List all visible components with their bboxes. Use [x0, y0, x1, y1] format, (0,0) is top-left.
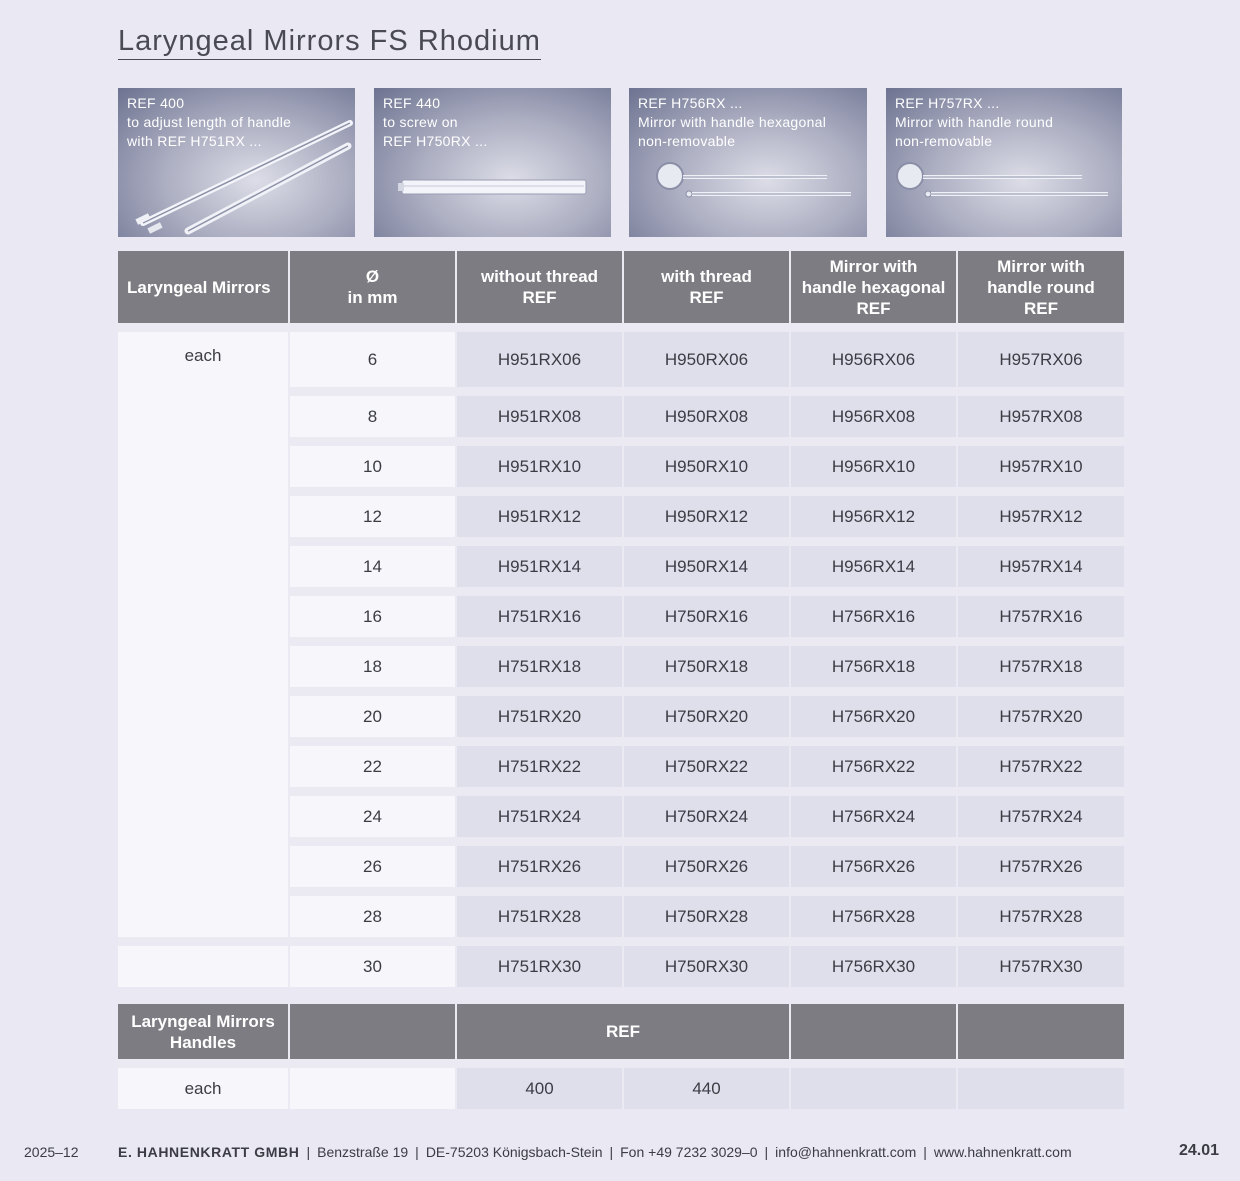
header-ref: REF [456, 1004, 790, 1059]
ref-cell: H757RX20 [957, 696, 1124, 737]
ref-cell: H751RX18 [456, 646, 623, 687]
photo-caption-line: REF H757RX ... [895, 95, 1000, 111]
table-row [118, 946, 1124, 987]
diameter-cell: 16 [289, 596, 456, 637]
ref-cell: H751RX16 [456, 596, 623, 637]
table-row [118, 332, 1124, 387]
footer-contact: E. HAHNENKRATT GMBH | Benzstraße 19 | DE-75203 Königsbach-Stein | Fon +49 7232 3029–0 | info@hahnenkratt.com | www.hahnenkratt.com [118, 1144, 1072, 1160]
ref-cell: H950RX08 [623, 396, 790, 437]
header-without-thread: without thread REF [456, 251, 623, 323]
page-number: 24.01 [1179, 1142, 1220, 1159]
product-photo-h757rx [886, 88, 1122, 237]
ref-cell: H757RX22 [957, 746, 1124, 787]
ref-cell: H751RX30 [456, 946, 623, 987]
empty-cell [118, 496, 289, 537]
table-row [118, 546, 1124, 587]
ref-cell: H951RX06 [456, 332, 623, 387]
table-row [118, 446, 1124, 487]
header-with-thread: with thread REF [623, 251, 790, 323]
row-spacer [118, 387, 1124, 396]
row-spacer [118, 937, 1124, 946]
table-row [118, 696, 1124, 737]
ref-cell: H950RX10 [623, 446, 790, 487]
ref-cell: H957RX06 [957, 332, 1124, 387]
empty-cell [957, 1068, 1124, 1109]
ref-cell: H956RX06 [790, 332, 957, 387]
diameter-cell: 20 [289, 696, 456, 737]
handles-table [118, 1004, 1124, 1109]
photo-caption-line: Mirror with handle round [895, 114, 1054, 130]
ref-cell: H757RX16 [957, 596, 1124, 637]
handles-header-row [118, 1004, 1124, 1059]
ref-cell: H757RX28 [957, 896, 1124, 937]
ref-cell: H757RX24 [957, 796, 1124, 837]
empty-cell [118, 446, 289, 487]
table-row [118, 1068, 1124, 1109]
ref-cell: H956RX10 [790, 446, 957, 487]
header-handles-label: Laryngeal Mirrors Handles [118, 1004, 289, 1059]
table-body [118, 332, 1124, 987]
ref-cell: H951RX08 [456, 396, 623, 437]
ref-cell: H757RX26 [957, 846, 1124, 887]
photo-caption-line: REF 400 [127, 95, 185, 111]
ref-cell: 440 [623, 1068, 790, 1109]
photo-caption-line: to adjust length of handle [127, 114, 292, 130]
header-empty [790, 1004, 957, 1059]
footer-company: E. HAHNENKRATT GMBH [118, 1144, 300, 1160]
footer-date: 2025–12 [24, 1144, 79, 1160]
ref-cell: H750RX30 [623, 946, 790, 987]
table-row [118, 796, 1124, 837]
empty-cell [289, 1068, 456, 1109]
empty-cell [790, 1068, 957, 1109]
diameter-cell: 18 [289, 646, 456, 687]
table-row [118, 646, 1124, 687]
header-mirror-hexagonal: Mirror with handle hexagonal REF [790, 251, 957, 323]
photo-caption-line: with REF H751RX ... [127, 133, 262, 149]
ref-cell: H957RX10 [957, 446, 1124, 487]
empty-cell [118, 946, 289, 987]
ref-cell: H750RX26 [623, 846, 790, 887]
table-row [118, 596, 1124, 637]
ref-cell: H956RX12 [790, 496, 957, 537]
row-spacer [118, 887, 1124, 896]
header-mirror-round: Mirror with handle round REF [957, 251, 1124, 323]
empty-cell [118, 896, 289, 937]
ref-cell: H957RX08 [957, 396, 1124, 437]
row-spacer [118, 787, 1124, 796]
ref-cell: H957RX12 [957, 496, 1124, 537]
header-spacer [118, 323, 1124, 332]
ref-cell: H951RX10 [456, 446, 623, 487]
product-photo-ref-400 [118, 88, 355, 237]
empty-cell [118, 396, 289, 437]
product-photo-ref-440 [374, 88, 611, 237]
row-spacer [118, 587, 1124, 596]
ref-cell: H756RX28 [790, 896, 957, 937]
ref-cell: H750RX20 [623, 696, 790, 737]
empty-cell [118, 846, 289, 887]
ref-cell: H950RX06 [623, 332, 790, 387]
table-row [118, 746, 1124, 787]
ref-cell: H751RX20 [456, 696, 623, 737]
ref-cell: H750RX28 [623, 896, 790, 937]
row-spacer [118, 737, 1124, 746]
diameter-cell: 12 [289, 496, 456, 537]
diameter-cell: 10 [289, 446, 456, 487]
footer-city: DE-75203 Königsbach-Stein [425, 1144, 603, 1160]
diameter-cell: 28 [289, 896, 456, 937]
ref-cell: H756RX20 [790, 696, 957, 737]
diameter-cell: 24 [289, 796, 456, 837]
ref-cell: H751RX28 [456, 896, 623, 937]
ref-cell: H750RX18 [623, 646, 790, 687]
photo-caption-line: to screw on [383, 114, 458, 130]
photo-caption-line: non-removable [895, 133, 993, 149]
ref-cell: H751RX24 [456, 796, 623, 837]
ref-cell: H757RX30 [957, 946, 1124, 987]
empty-cell [118, 696, 289, 737]
row-spacer [118, 637, 1124, 646]
empty-cell [118, 746, 289, 787]
row-spacer [118, 437, 1124, 446]
row-spacer [118, 487, 1124, 496]
photo-caption-line: REF H756RX ... [638, 95, 743, 111]
empty-cell [118, 646, 289, 687]
ref-cell: 400 [456, 1068, 623, 1109]
ref-cell: H750RX16 [623, 596, 790, 637]
diameter-cell: 6 [289, 332, 456, 387]
laryngeal-mirrors-table [118, 251, 1124, 987]
ref-cell: H751RX26 [456, 846, 623, 887]
ref-cell: H756RX22 [790, 746, 957, 787]
diameter-cell: 22 [289, 746, 456, 787]
header-laryngeal-mirrors: Laryngeal Mirrors [118, 251, 289, 323]
page-title: Laryngeal Mirrors FS Rhodium [118, 24, 541, 60]
product-photo-h756rx [629, 88, 867, 237]
ref-cell: H951RX12 [456, 496, 623, 537]
ref-cell: H757RX18 [957, 646, 1124, 687]
ref-cell: H750RX24 [623, 796, 790, 837]
ref-cell: H756RX16 [790, 596, 957, 637]
photo-caption-line: REF H750RX ... [383, 133, 488, 149]
table-row [118, 396, 1124, 437]
table-row [118, 496, 1124, 537]
diameter-cell: 30 [289, 946, 456, 987]
ref-cell: H957RX14 [957, 546, 1124, 587]
row-spacer [118, 687, 1124, 696]
diameter-cell: 14 [289, 546, 456, 587]
footer-phone: Fon +49 7232 3029–0 [620, 1144, 758, 1160]
header-diameter: Ø in mm [289, 251, 456, 323]
table-header-row [118, 251, 1124, 323]
empty-cell [118, 596, 289, 637]
ref-cell: H756RX24 [790, 796, 957, 837]
ref-cell: H950RX12 [623, 496, 790, 537]
ref-cell: H756RX26 [790, 846, 957, 887]
footer-street: Benzstraße 19 [317, 1144, 409, 1160]
header-empty [957, 1004, 1124, 1059]
ref-cell: H756RX30 [790, 946, 957, 987]
table-row [118, 846, 1124, 887]
footer-email[interactable]: info@hahnenkratt.com [775, 1144, 917, 1160]
header-empty [289, 1004, 456, 1059]
ref-cell: H951RX14 [456, 546, 623, 587]
row-spacer [118, 837, 1124, 846]
table-row [118, 896, 1124, 937]
photo-caption-line: Mirror with handle hexagonal [638, 114, 827, 130]
ref-cell: H756RX18 [790, 646, 957, 687]
empty-cell [118, 546, 289, 587]
photo-caption-line: non-removable [638, 133, 736, 149]
empty-cell [118, 796, 289, 837]
diameter-cell: 26 [289, 846, 456, 887]
ref-cell: H750RX22 [623, 746, 790, 787]
ref-cell: H950RX14 [623, 546, 790, 587]
diameter-cell: 8 [289, 396, 456, 437]
footer-website[interactable]: www.hahnenkratt.com [933, 1144, 1072, 1160]
footer [0, 1142, 1240, 1162]
photo-caption-line: REF 440 [383, 95, 441, 111]
row-spacer [118, 537, 1124, 546]
each-label: each [118, 332, 289, 387]
each-label: each [118, 1068, 289, 1109]
ref-cell: H956RX08 [790, 396, 957, 437]
ref-cell: H751RX22 [456, 746, 623, 787]
ref-cell: H956RX14 [790, 546, 957, 587]
